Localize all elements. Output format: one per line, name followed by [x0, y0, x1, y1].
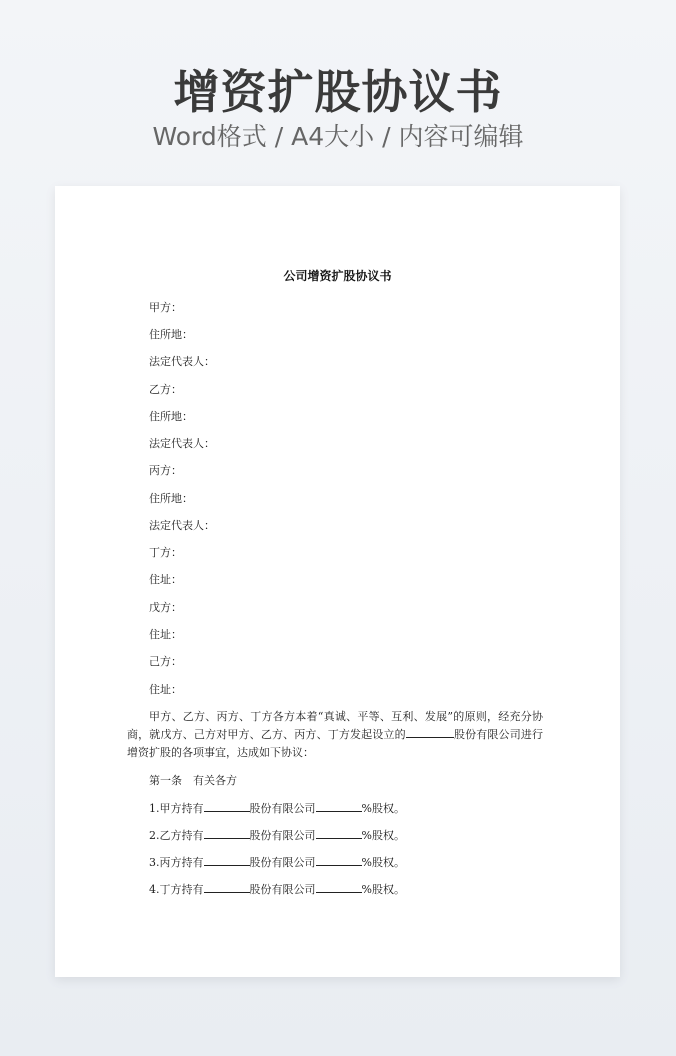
company-blank[interactable] [204, 801, 250, 812]
party-f-label: 己方： [149, 655, 182, 668]
page-title: 增资扩股协议书 [173, 65, 503, 119]
holding-prefix: 4.丁方持有 [149, 883, 204, 896]
percent-blank[interactable] [316, 828, 362, 839]
percent-blank[interactable] [316, 882, 362, 893]
holding-line [149, 882, 405, 897]
holding-company: 股份有限公司 [249, 802, 316, 815]
company-blank[interactable] [204, 855, 250, 866]
document-page [55, 186, 620, 977]
company-blank[interactable] [204, 882, 250, 893]
document-title: 公司增资扩股协议书 [283, 269, 392, 283]
party-d-address-label: 住址： [149, 573, 182, 586]
party-a-representative-label: 法定代表人： [149, 355, 215, 368]
holding-company: 股份有限公司 [249, 883, 316, 896]
party-c-representative-label: 法定代表人： [149, 519, 215, 532]
holding-company: 股份有限公司 [249, 829, 316, 842]
company-name-blank[interactable] [406, 727, 454, 738]
holding-prefix: 1.甲方持有 [149, 802, 204, 815]
party-c-label: 丙方： [149, 464, 182, 477]
party-a-address-label: 住所地： [149, 328, 193, 341]
company-blank[interactable] [204, 828, 250, 839]
party-b-address-label: 住所地： [149, 410, 193, 423]
preamble-text-start: 甲方、乙方、丙方、丁方各方本着“真诚、平等、互利、发展”的原则，经充分协商，就戊方、己方对甲方、乙方、丙方、丁方发起设立的 [127, 710, 543, 741]
holding-suffix: %股权。 [361, 802, 405, 815]
article-heading: 第一条 有关各方 [149, 774, 237, 787]
party-a-label: 甲方： [149, 301, 182, 314]
holding-suffix: %股权。 [361, 829, 405, 842]
party-b-label: 乙方： [149, 383, 182, 396]
party-c-address-label: 住所地： [149, 492, 193, 505]
holding-prefix: 2.乙方持有 [149, 829, 204, 842]
party-e-label: 戊方： [149, 601, 182, 614]
page-subtitle: Word格式 / A4大小 / 内容可编辑 [152, 122, 524, 151]
percent-blank[interactable] [316, 801, 362, 812]
holding-company: 股份有限公司 [249, 856, 316, 869]
percent-blank[interactable] [316, 855, 362, 866]
party-d-label: 丁方： [149, 546, 182, 559]
holding-suffix: %股权。 [361, 856, 405, 869]
holding-prefix: 3.丙方持有 [149, 856, 204, 869]
holding-line [149, 828, 405, 843]
party-b-representative-label: 法定代表人： [149, 437, 215, 450]
holding-suffix: %股权。 [361, 883, 405, 896]
agreement-preamble [127, 708, 543, 762]
party-f-address-label: 住址： [149, 683, 182, 696]
holding-line [149, 855, 405, 870]
preamble-text-end: 股份有限公司进行增资扩股的各项事宜，达成如下协议： [127, 728, 544, 759]
party-e-address-label: 住址： [149, 628, 182, 641]
holding-line [149, 801, 405, 816]
